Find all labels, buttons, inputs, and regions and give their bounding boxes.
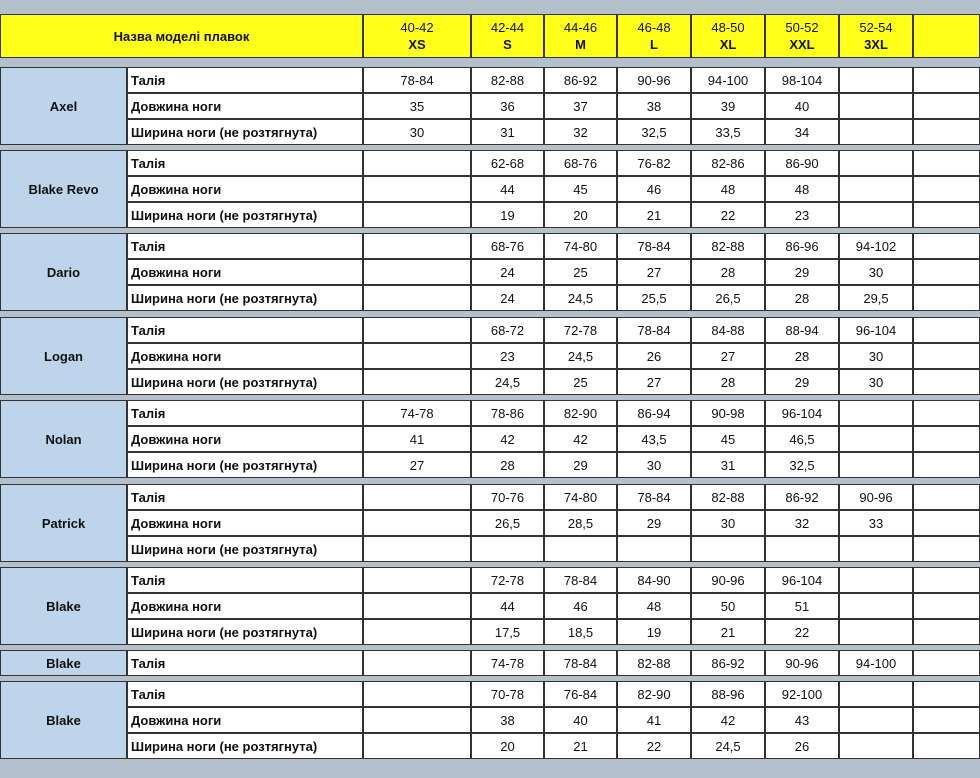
measurement-label: Талія	[127, 567, 363, 593]
measurement-value: 32	[765, 510, 839, 536]
measurement-value	[617, 536, 691, 562]
measurement-value: 62-68	[471, 150, 544, 176]
measurement-value: 40	[765, 93, 839, 119]
measurement-value	[839, 426, 913, 452]
measurement-value: 45	[544, 176, 617, 202]
measurement-value	[363, 233, 471, 259]
measurement-label: Довжина ноги	[127, 343, 363, 369]
measurement-value: 94-100	[839, 650, 913, 676]
measurement-value: 24	[471, 285, 544, 311]
measurement-value: 20	[471, 733, 544, 759]
measurement-value: 30	[363, 119, 471, 145]
empty-value	[913, 285, 980, 311]
measurement-value	[839, 150, 913, 176]
measurement-value: 72-78	[544, 317, 617, 343]
empty-value	[913, 233, 980, 259]
measurement-value	[363, 567, 471, 593]
measurement-value: 26,5	[691, 285, 765, 311]
measurement-value: 42	[544, 426, 617, 452]
measurement-value: 88-94	[765, 317, 839, 343]
measurement-label: Талія	[127, 650, 363, 676]
measurement-value: 22	[691, 202, 765, 228]
measurement-value: 42	[471, 426, 544, 452]
measurement-value: 46	[617, 176, 691, 202]
measurement-value: 90-96	[765, 650, 839, 676]
measurement-value: 82-88	[617, 650, 691, 676]
measurement-value: 22	[617, 733, 691, 759]
measurement-value	[363, 259, 471, 285]
measurement-value: 51	[765, 593, 839, 619]
size-header-3xl	[839, 14, 913, 58]
measurement-value: 48	[691, 176, 765, 202]
measurement-value: 23	[471, 343, 544, 369]
measurement-value: 30	[691, 510, 765, 536]
measurement-value: 78-84	[617, 233, 691, 259]
empty-value	[913, 536, 980, 562]
measurement-value: 74-80	[544, 233, 617, 259]
size-eu-label: S	[503, 37, 512, 52]
measurement-value: 50	[691, 593, 765, 619]
empty-value	[913, 484, 980, 510]
measurement-label: Довжина ноги	[127, 707, 363, 733]
model-name-cell: Blake	[0, 650, 127, 676]
measurement-value: 82-86	[691, 150, 765, 176]
measurement-value: 22	[765, 619, 839, 645]
measurement-value: 82-88	[471, 67, 544, 93]
empty-value	[913, 202, 980, 228]
measurement-value: 28	[691, 259, 765, 285]
measurement-value	[363, 369, 471, 395]
measurement-label: Талія	[127, 400, 363, 426]
measurement-value: 32	[544, 119, 617, 145]
size-ua-label: 46-48	[637, 20, 671, 35]
measurement-value: 68-72	[471, 317, 544, 343]
measurement-value: 46	[544, 593, 617, 619]
empty-value	[913, 619, 980, 645]
measurement-value: 27	[617, 369, 691, 395]
measurement-value: 78-86	[471, 400, 544, 426]
measurement-label: Талія	[127, 681, 363, 707]
size-eu-label: L	[650, 37, 658, 52]
measurement-value	[363, 650, 471, 676]
measurement-value: 78-84	[544, 567, 617, 593]
empty-value	[913, 452, 980, 478]
measurement-label: Довжина ноги	[127, 176, 363, 202]
measurement-value: 82-90	[617, 681, 691, 707]
measurement-value: 43,5	[617, 426, 691, 452]
measurement-value: 21	[617, 202, 691, 228]
measurement-value: 27	[691, 343, 765, 369]
measurement-value: 27	[363, 452, 471, 478]
measurement-value: 98-104	[765, 67, 839, 93]
measurement-value: 19	[617, 619, 691, 645]
measurement-value: 48	[617, 593, 691, 619]
model-name-cell: Axel	[0, 67, 127, 145]
measurement-label: Талія	[127, 67, 363, 93]
measurement-value: 68-76	[471, 233, 544, 259]
measurement-value: 18,5	[544, 619, 617, 645]
measurement-value: 32,5	[617, 119, 691, 145]
empty-value	[913, 93, 980, 119]
measurement-value: 24,5	[544, 343, 617, 369]
measurement-value: 74-78	[471, 650, 544, 676]
measurement-value: 96-104	[765, 567, 839, 593]
empty-value	[913, 510, 980, 536]
size-eu-label: 3XL	[864, 37, 888, 52]
measurement-value: 45	[691, 426, 765, 452]
measurement-value: 90-96	[691, 567, 765, 593]
measurement-value: 68-76	[544, 150, 617, 176]
measurement-value	[839, 93, 913, 119]
size-header-l	[617, 14, 691, 58]
measurement-value: 31	[691, 452, 765, 478]
empty-value	[913, 400, 980, 426]
measurement-value	[839, 176, 913, 202]
measurement-value: 28	[471, 452, 544, 478]
size-header-empty	[913, 14, 980, 58]
measurement-value: 86-92	[544, 67, 617, 93]
measurement-value: 41	[617, 707, 691, 733]
measurement-value: 27	[617, 259, 691, 285]
measurement-value: 36	[471, 93, 544, 119]
size-ua-label: 52-54	[859, 20, 893, 35]
measurement-value: 30	[839, 343, 913, 369]
measurement-value: 76-84	[544, 681, 617, 707]
measurement-value: 72-78	[471, 567, 544, 593]
model-name-cell: Blake	[0, 567, 127, 645]
measurement-value: 29	[765, 259, 839, 285]
measurement-value: 86-92	[691, 650, 765, 676]
measurement-value: 46,5	[765, 426, 839, 452]
measurement-value: 90-96	[839, 484, 913, 510]
measurement-value: 25,5	[617, 285, 691, 311]
measurement-value: 43	[765, 707, 839, 733]
measurement-value: 31	[471, 119, 544, 145]
measurement-value: 35	[363, 93, 471, 119]
measurement-value	[839, 619, 913, 645]
measurement-value: 24,5	[471, 369, 544, 395]
empty-value	[913, 317, 980, 343]
size-header-xl	[691, 14, 765, 58]
measurement-value: 44	[471, 593, 544, 619]
measurement-value: 82-88	[691, 484, 765, 510]
measurement-label: Ширина ноги (не розтягнута)	[127, 619, 363, 645]
measurement-label: Ширина ноги (не розтягнута)	[127, 119, 363, 145]
measurement-label: Довжина ноги	[127, 259, 363, 285]
empty-value	[913, 681, 980, 707]
measurement-value: 28,5	[544, 510, 617, 536]
measurement-value	[363, 484, 471, 510]
measurement-value	[363, 285, 471, 311]
measurement-value: 20	[544, 202, 617, 228]
measurement-value: 90-96	[617, 67, 691, 93]
measurement-value: 30	[839, 259, 913, 285]
measurement-value: 30	[617, 452, 691, 478]
size-ua-label: 44-46	[563, 20, 598, 35]
measurement-value	[363, 317, 471, 343]
measurement-value	[839, 733, 913, 759]
measurement-value	[839, 536, 913, 562]
measurement-value: 42	[691, 707, 765, 733]
model-name-cell: Blake	[0, 681, 127, 759]
measurement-value: 26,5	[471, 510, 544, 536]
measurement-value	[363, 681, 471, 707]
measurement-value	[839, 67, 913, 93]
size-ua-label: 40-42	[400, 20, 434, 35]
measurement-value: 28	[691, 369, 765, 395]
measurement-value: 29	[544, 452, 617, 478]
measurement-value	[363, 593, 471, 619]
measurement-value: 82-90	[544, 400, 617, 426]
size-ua-label: 42-44	[490, 20, 525, 35]
size-eu-label: XS	[408, 37, 426, 52]
measurement-value	[363, 343, 471, 369]
measurement-value	[765, 536, 839, 562]
measurement-label: Ширина ноги (не розтягнута)	[127, 202, 363, 228]
measurement-value: 88-96	[691, 681, 765, 707]
measurement-value: 94-100	[691, 67, 765, 93]
size-header-s	[471, 14, 544, 58]
empty-value	[913, 593, 980, 619]
size-header-xs	[363, 14, 471, 58]
model-name-cell: Blake Revo	[0, 150, 127, 228]
measurement-value: 33,5	[691, 119, 765, 145]
measurement-label: Талія	[127, 484, 363, 510]
measurement-value: 82-88	[691, 233, 765, 259]
measurement-value: 29,5	[839, 285, 913, 311]
measurement-label: Довжина ноги	[127, 426, 363, 452]
size-ua-label: 50-52	[785, 20, 819, 35]
measurement-value: 86-92	[765, 484, 839, 510]
measurement-value: 32,5	[765, 452, 839, 478]
measurement-value: 24	[471, 259, 544, 285]
size-eu-label: XL	[719, 37, 737, 52]
measurement-label: Талія	[127, 150, 363, 176]
measurement-value: 28	[765, 343, 839, 369]
measurement-value: 19	[471, 202, 544, 228]
measurement-value	[839, 202, 913, 228]
measurement-label: Ширина ноги (не розтягнута)	[127, 285, 363, 311]
measurement-value: 39	[691, 93, 765, 119]
measurement-value: 38	[471, 707, 544, 733]
measurement-value: 84-88	[691, 317, 765, 343]
empty-value	[913, 176, 980, 202]
empty-value	[913, 119, 980, 145]
size-eu-label: XXL	[789, 37, 815, 52]
measurement-value	[363, 176, 471, 202]
measurement-value	[471, 536, 544, 562]
measurement-value	[839, 681, 913, 707]
measurement-value: 40	[544, 707, 617, 733]
measurement-value: 78-84	[617, 484, 691, 510]
measurement-label: Ширина ноги (не розтягнута)	[127, 536, 363, 562]
measurement-value: 96-104	[839, 317, 913, 343]
header-model-name: Назва моделі плавок	[0, 14, 363, 58]
measurement-value: 70-76	[471, 484, 544, 510]
measurement-value	[839, 119, 913, 145]
measurement-value	[363, 202, 471, 228]
measurement-value: 34	[765, 119, 839, 145]
measurement-label: Талія	[127, 233, 363, 259]
measurement-value	[839, 400, 913, 426]
measurement-value	[839, 452, 913, 478]
measurement-value: 44	[471, 176, 544, 202]
measurement-value: 38	[617, 93, 691, 119]
empty-value	[913, 150, 980, 176]
measurement-label: Ширина ноги (не розтягнута)	[127, 733, 363, 759]
measurement-label: Довжина ноги	[127, 593, 363, 619]
model-name-cell: Logan	[0, 317, 127, 395]
empty-value	[913, 67, 980, 93]
measurement-value: 78-84	[363, 67, 471, 93]
measurement-value: 29	[617, 510, 691, 536]
measurement-value	[544, 536, 617, 562]
empty-value	[913, 426, 980, 452]
measurement-value: 86-94	[617, 400, 691, 426]
measurement-value: 86-90	[765, 150, 839, 176]
empty-value	[913, 369, 980, 395]
measurement-value: 26	[765, 733, 839, 759]
measurement-value: 70-78	[471, 681, 544, 707]
empty-value	[913, 259, 980, 285]
measurement-value: 33	[839, 510, 913, 536]
measurement-value	[363, 510, 471, 536]
measurement-label: Довжина ноги	[127, 93, 363, 119]
model-name-cell: Dario	[0, 233, 127, 311]
size-header-xxl	[765, 14, 839, 58]
measurement-value: 74-78	[363, 400, 471, 426]
measurement-value: 28	[765, 285, 839, 311]
measurement-value: 78-84	[617, 317, 691, 343]
measurement-value: 86-96	[765, 233, 839, 259]
measurement-value: 41	[363, 426, 471, 452]
empty-value	[913, 650, 980, 676]
measurement-label: Ширина ноги (не розтягнута)	[127, 369, 363, 395]
model-name-cell: Patrick	[0, 484, 127, 562]
measurement-value: 74-80	[544, 484, 617, 510]
measurement-value	[363, 733, 471, 759]
measurement-value: 25	[544, 259, 617, 285]
size-header-m	[544, 14, 617, 58]
measurement-value	[363, 536, 471, 562]
measurement-value: 24,5	[544, 285, 617, 311]
measurement-value: 25	[544, 369, 617, 395]
measurement-value: 92-100	[765, 681, 839, 707]
measurement-value	[363, 707, 471, 733]
measurement-value	[363, 150, 471, 176]
measurement-label: Довжина ноги	[127, 510, 363, 536]
empty-value	[913, 343, 980, 369]
measurement-value: 21	[691, 619, 765, 645]
size-eu-label: M	[575, 37, 586, 52]
measurement-value: 90-98	[691, 400, 765, 426]
measurement-value	[839, 593, 913, 619]
measurement-value: 84-90	[617, 567, 691, 593]
measurement-value: 96-104	[765, 400, 839, 426]
measurement-value: 94-102	[839, 233, 913, 259]
model-name-cell: Nolan	[0, 400, 127, 478]
measurement-value: 17,5	[471, 619, 544, 645]
measurement-value: 26	[617, 343, 691, 369]
size-ua-label: 48-50	[711, 20, 745, 35]
measurement-value: 29	[765, 369, 839, 395]
measurement-label: Талія	[127, 317, 363, 343]
measurement-value	[839, 707, 913, 733]
measurement-value: 76-82	[617, 150, 691, 176]
measurement-value	[363, 619, 471, 645]
measurement-value: 30	[839, 369, 913, 395]
measurement-value	[691, 536, 765, 562]
measurement-label: Ширина ноги (не розтягнута)	[127, 452, 363, 478]
empty-value	[913, 567, 980, 593]
measurement-value: 21	[544, 733, 617, 759]
measurement-value: 48	[765, 176, 839, 202]
measurement-value: 37	[544, 93, 617, 119]
empty-value	[913, 707, 980, 733]
measurement-value: 23	[765, 202, 839, 228]
empty-value	[913, 733, 980, 759]
measurement-value	[839, 567, 913, 593]
measurement-value: 24,5	[691, 733, 765, 759]
measurement-value: 78-84	[544, 650, 617, 676]
